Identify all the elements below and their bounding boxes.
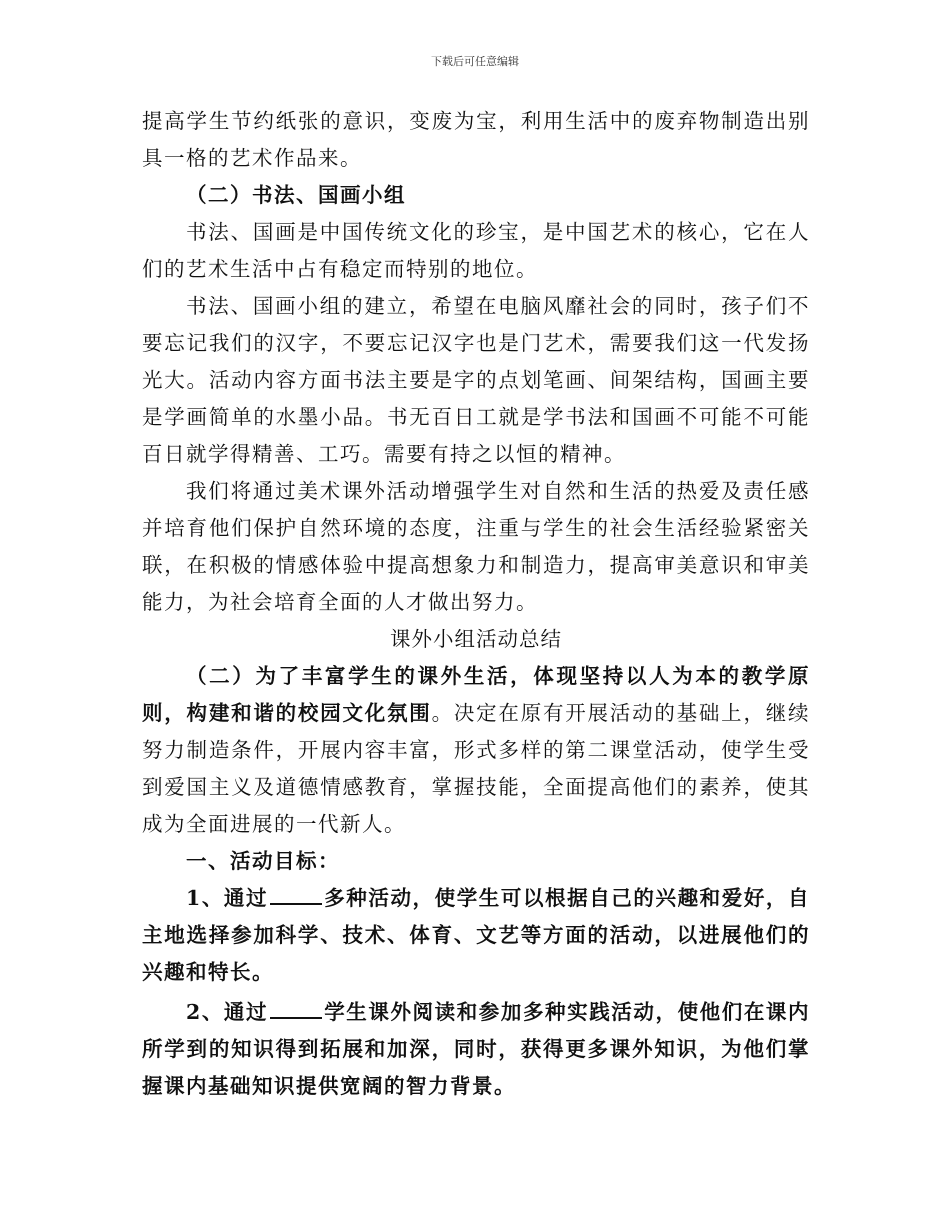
goal-1-prefix: 1、通过	[186, 886, 269, 910]
heading-activity-goals: 一、活动目标：	[186, 849, 340, 873]
document-body	[142, 103, 810, 1105]
goal-item-2	[142, 994, 810, 1105]
goal-1-text: 多种活动，使学生可以根据自己的兴趣和爱好，自主地选择参加科学、技术、体育、文艺等方面的活动，以进展他们的兴趣和特长。	[142, 886, 810, 984]
goal-2-text: 学生课外阅读和参加多种实践活动，使他们在课内所学到的知识得到拓展和加深，同时，获得更多课外知识，为他们掌握课内基础知识提供宽阔的智力背景。	[142, 1000, 810, 1098]
paragraph-art-activities: 我们将通过美术课外活动增强学生对自然和生活的热爱及责任感并培育他们保护自然环境的态度，注重与学生的社会生活经验紧密关联，在积极的情感体验中提高想象力和制造力，提高审美意识和审美能力，为社会培育全面的人才做出努力。	[142, 479, 810, 614]
paragraph-calligraphy-purpose: 书法、国画小组的建立，希望在电脑风靡社会的同时，孩子们不要忘记我们的汉字，不要忘记汉字也是门艺术，需要我们这一代发扬光大。活动内容方面书法主要是字的点划笔画、间架结构，国画主要是学画简单的水墨小品。书无百日工就是学书法和国画不可能不可能百日就学得精善、工巧。需要有持之以恒的精神。	[142, 294, 810, 466]
paragraph-summary	[142, 658, 810, 843]
page-header: 下载后可任意编辑	[431, 55, 519, 68]
section-title: 课外小组活动总结	[390, 627, 562, 651]
summary-text: 。决定在原有开展活动的基础上，继续努力制造条件，开展内容丰富，形式多样的第二课堂活动，使学生受到爱国主义及道德情感教育，掌握技能，全面提高他们的素养，使其成为全面进展的一代新人。	[142, 701, 811, 836]
fill-blank	[270, 883, 322, 905]
summary-bold-text: （二）为了丰富学生的课外生活，体现坚持以人为本的教学原则，构建和谐的校园文化氛围	[142, 664, 810, 725]
paragraph-recycling: 提高学生节约纸张的意识，变废为宝，利用生活中的废弃物制造出别具一格的艺术作品来。	[142, 109, 810, 170]
goal-item-1	[142, 880, 810, 991]
goal-2-prefix: 2、通过	[186, 1000, 269, 1024]
paragraph-calligraphy-intro: 书法、国画是中国传统文化的珍宝，是中国艺术的核心，它在人们的艺术生活中占有稳定而特别的地位。	[142, 220, 810, 281]
fill-blank	[270, 997, 322, 1019]
heading-calligraphy-group: （二）书法、国画小组	[186, 183, 406, 207]
